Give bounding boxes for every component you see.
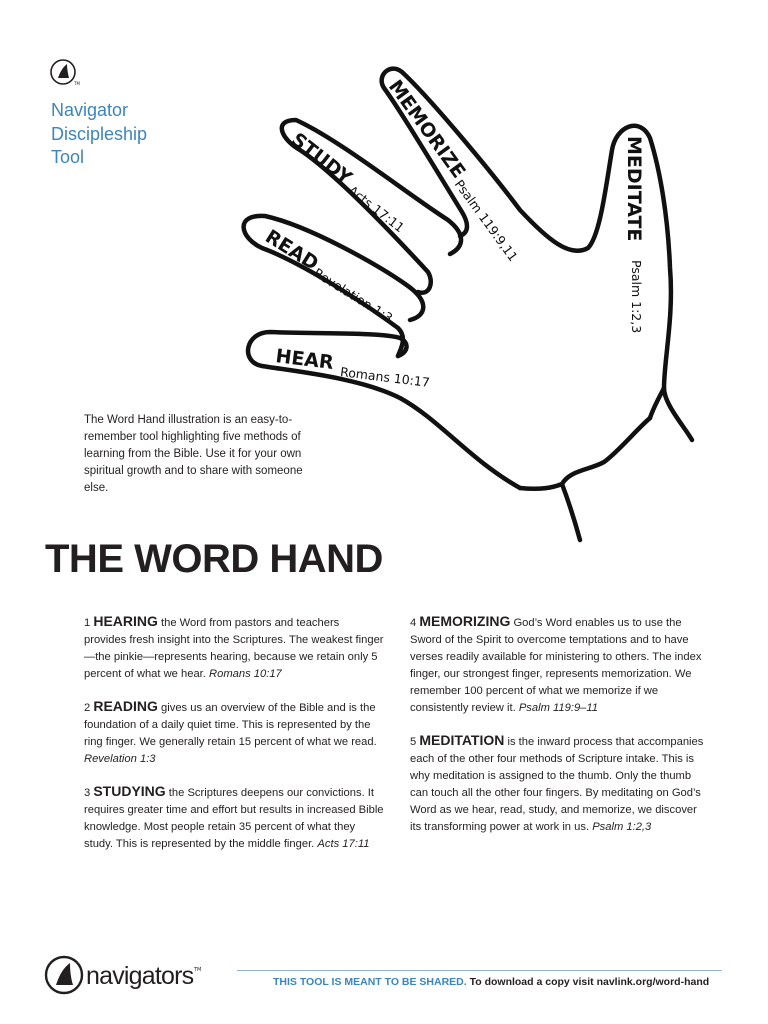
- section-body: the Word from pastors and teachers provides fresh insight into the Scriptures. The weakest finger—the pinkie—represents hearing, because we retain only 5 percent of what we hear.: [84, 617, 384, 680]
- page-title: THE WORD HAND: [45, 537, 383, 581]
- section-number: 5: [410, 736, 417, 748]
- footer-download-link[interactable]: To download a copy visit navlink.org/word-hand: [466, 976, 710, 988]
- section-lead: MEMORIZING: [419, 613, 511, 629]
- section-number: 4: [410, 617, 417, 629]
- finger-ref-memorize: Psalm 119:9,11: [451, 176, 521, 265]
- finger-word-hear: HEAR: [274, 345, 335, 375]
- section-body: the Scriptures deepens our convictions. It requires greater time and effort but results in increased Bible knowledge. Most people retain 35 percent of what they study. This is represented by the middle finger.: [84, 787, 384, 850]
- footer-brand: navigators: [86, 962, 194, 990]
- tool-title-line-1: Navigator: [51, 100, 129, 120]
- section-body: God’s Word enables us to use the Sword of the Spirit to overcome temptations and to have verses readily available for ministering to others. The index finger, our strongest finger, represents memorization. We remember 100 percent of what we memorize if we consistently review it.: [410, 617, 702, 714]
- navigators-logo-icon: [44, 953, 204, 997]
- finger-word-memorize: MEMORIZE: [383, 76, 470, 183]
- section-body: is the inward process that accompanies each of the other four methods of Scripture intake. This is why meditation is assigned to the thumb. Only the thumb can touch all the other four fingers. By meditating on God’s Word as we hear, read, study, and memorize, we discover its transforming power at work in us.: [410, 736, 704, 833]
- section-lead: READING: [93, 698, 158, 714]
- footer-text: [273, 976, 709, 988]
- section-ref: Romans 10:17: [209, 668, 282, 680]
- finger-word-study: STUDY: [286, 128, 356, 190]
- finger-label-memorize: [382, 76, 528, 264]
- footer-divider: [237, 970, 722, 971]
- section-number: 1: [84, 617, 91, 629]
- intro-text: The Word Hand illustration is an easy-to-remember tool highlighting five methods of learning from the Bible. Use it for your own spiritual growth and to share with someone else.: [84, 414, 303, 494]
- finger-label-meditate: [623, 136, 645, 333]
- left-column: [84, 613, 384, 868]
- section-ref: Revelation 1:3: [84, 753, 156, 765]
- finger-word-meditate: MEDITATE: [623, 136, 645, 242]
- finger-ref-study: Acts 17:11: [345, 182, 408, 236]
- section-ref: Psalm 1:2,3: [592, 821, 652, 833]
- section-memorizing: [410, 613, 710, 717]
- right-column: [410, 613, 710, 851]
- footer-share-note: THIS TOOL IS MEANT TO BE SHARED.: [273, 976, 467, 988]
- finger-ref-meditate: Psalm 1:2,3: [629, 260, 644, 334]
- finger-word-read: READ: [261, 225, 323, 276]
- finger-ref-read: Revelation 1:3: [311, 265, 396, 326]
- section-meditation: [410, 732, 710, 836]
- section-reading: [84, 698, 384, 768]
- section-lead: MEDITATION: [419, 732, 505, 748]
- tool-title-line-3: Tool: [51, 147, 85, 167]
- section-number: 3: [84, 787, 91, 799]
- section-lead: STUDYING: [93, 783, 166, 799]
- section-ref: Psalm 119:9–11: [518, 702, 599, 714]
- tool-title-line-2: Discipleship: [51, 123, 148, 144]
- section-hearing: [84, 613, 384, 683]
- finger-ref-hear: Romans 10:17: [339, 364, 431, 390]
- section-body: gives us an overview of the Bible and is the foundation of a daily quiet time. This is represented by the ring finger. We generally retain 15 percent of what we read.: [84, 702, 377, 748]
- svg-text:TM: TM: [74, 81, 80, 86]
- section-lead: HEARING: [93, 613, 158, 629]
- section-studying: [84, 783, 384, 853]
- section-ref: Acts 17:11: [317, 838, 370, 850]
- svg-text:TM: TM: [194, 967, 202, 973]
- section-number: 2: [84, 702, 91, 714]
